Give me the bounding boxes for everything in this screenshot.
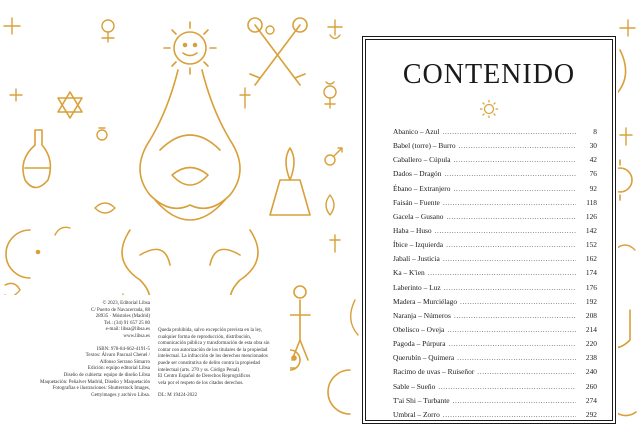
moon-face-icon [6,230,40,278]
dot-leader [453,155,576,164]
imprint-line: 28935 · Móstoles (Madrid) [95,314,150,320]
toc-entry[interactable] [393,382,597,396]
toc-list [393,127,597,424]
toc-entry-name: Racimo de uvas – Ruiseñor [393,367,475,377]
dot-leader [459,141,576,150]
toc-entry[interactable] [393,325,597,339]
toc-entry[interactable] [393,410,597,424]
legal-line: El Centro Español de Derechos Reprográficos [158,374,251,380]
dot-leader [428,268,576,277]
toc-entry[interactable] [393,268,597,282]
toc-entry-page: 240 [585,367,597,377]
fire-tower-icon [270,148,310,215]
toc-entry-page: 274 [585,395,597,405]
toc-entry[interactable] [393,184,597,198]
sun-ornament-icon [479,99,499,119]
toc-entry-page: 176 [585,282,597,292]
toc-entry-page: 8 [593,127,597,136]
toc-entry[interactable] [393,297,597,311]
legal-line: intelectual (arts. 270 y ss. Código Penal). [158,367,241,373]
skeleton-icon [290,286,310,360]
toc-entry-page: 214 [585,324,597,334]
alchemical-vessel-icon [140,70,240,220]
toc-entry-page: 208 [585,310,597,320]
toc-entry-name: Caballero – Cúpula [393,155,451,165]
toc-entry-name: Naranja – Números [393,310,451,320]
toc-entry-page: 192 [585,296,597,306]
toc-entry-name: Madera – Murciélago [393,296,458,306]
dot-leader [457,353,576,362]
toc-entry[interactable] [393,198,597,212]
dot-leader [447,325,576,334]
toc-entry[interactable] [393,396,597,410]
dot-leader [449,339,576,348]
page-title: CONTENIDO [402,59,576,90]
toc-entry-name: Dados – Dragón [393,169,442,179]
toc-entry[interactable] [393,240,597,254]
dot-leader [443,410,576,419]
toc-entry-page: 118 [586,197,597,207]
toc-entry-name: Íbice – Izquierda [393,240,444,250]
flask-icon [23,130,50,188]
toc-entry-page: 76 [589,169,597,179]
dot-leader [435,226,576,235]
dot-leader [453,184,576,193]
legal-deposit: DL: M 19424-2022 [158,393,198,399]
credit-line: Fotografías e ilustraciones: Shutterstock Images, [52,386,150,392]
credit-line: Textos: Álvaro Pascual Chenel / [85,353,150,359]
toc-entry-name: Gacela – Gusano [393,211,444,221]
toc-entry-page: 142 [585,225,597,235]
toc-entry[interactable] [393,141,597,155]
crossed-keys-icon [248,18,307,85]
dot-leader [443,254,576,263]
toc-entry[interactable] [393,283,597,297]
toc-entry-name: Umbral – Zorro [393,409,440,419]
dot-leader [446,212,576,221]
legal-line: comunicación pública y transformación de esta obra sin [158,341,270,347]
imprint-line: C/ Puerto de Navacerrada, 88 [90,307,150,313]
legal-line: Queda prohibida, salvo excepción prevista en la ley, [158,328,263,333]
dot-leader [453,396,576,405]
table-of-contents [360,34,618,426]
imprint-block [0,295,290,433]
toc-entry[interactable] [393,311,597,325]
dot-leader [442,127,576,136]
legal-notice [158,328,286,400]
toc-entry-page: 220 [585,339,597,349]
toc-entry-name: Obelisco – Oveja [393,324,445,334]
toc-entry-page: 174 [585,268,597,278]
toc-entry[interactable] [393,254,597,268]
imprint-line: www.libsa.es [123,333,150,339]
toc-entry-page: 92 [589,183,597,193]
imprint-line: e-mail: libsa@libsa.es [105,327,150,333]
toc-entry-name: Abanico – Azul [393,127,440,136]
legal-line: contar con autorización de los titulares de la propiedad [158,347,268,353]
toc-entry-name: Pagoda – Púrpura [393,339,446,349]
toc-entry-page: 162 [585,254,597,264]
publisher-info [0,301,150,399]
dot-leader [438,382,576,391]
toc-entry[interactable] [393,367,597,381]
dot-leader [454,311,576,320]
toc-entry-page: 260 [585,381,597,391]
toc-entry[interactable] [393,339,597,353]
toc-entry-name: Querubín – Quimera [393,353,455,363]
moon-face-right-icon [328,370,350,414]
credit-line: ISBN: 978-84-662-4191-5 [96,346,150,352]
dot-leader [444,169,576,178]
sun-face-icon [164,22,216,74]
dot-leader [443,198,576,207]
dot-leader [460,297,576,306]
toc-entry[interactable] [393,226,597,240]
hexagram-icon [58,92,82,118]
toc-entry-name: Jabalí – Justicia [393,254,440,264]
legal-line: puede ser constitutiva de delito contra la propiedad [158,360,261,366]
toc-entry-page: 238 [585,353,597,363]
credit-line: Diseño de cubierta: equipo de diseño Libsa [63,372,150,378]
toc-entry[interactable] [393,169,597,183]
toc-entry-page: 152 [585,240,597,250]
toc-entry-name: Laberinto – Luz [393,282,441,292]
toc-entry[interactable] [393,127,597,141]
toc-entry[interactable] [393,155,597,169]
toc-entry-name: Faisán – Fuente [393,197,440,207]
toc-entry-page: 292 [585,409,597,419]
legal-line: vela por el respeto de los citados derechos. [158,380,244,386]
credit-line: Gettyimages y archivo Libsa. [91,392,150,398]
credit-line: Edición: equipo editorial Libsa [87,366,150,372]
imprint-line: © 2023, Editorial Libsa [102,301,150,306]
toc-entry-name: Ébano – Extranjero [393,183,451,193]
toc-entry[interactable] [393,353,597,367]
credit-line: Alfonso Serrano Simarro [99,359,150,365]
toc-entry-name: Sable – Sueño [393,381,436,391]
credit-line: Maquetación: Peñalver Madrid, Diseño y Maquetación [40,379,150,385]
toc-entry-page: 30 [589,141,597,151]
toc-entry[interactable] [393,212,597,226]
toc-entry-page: 126 [585,211,597,221]
legal-line: cualquier forma de reproducción, distribución, [158,334,252,340]
dot-leader [446,240,576,249]
legal-line: intelectual. La infracción de los derechos mencionados [158,354,268,360]
dot-leader [444,283,576,292]
dot-leader [477,367,576,376]
toc-entry-name: T'ai Shi – Turbante [393,395,450,405]
toc-entry-page: 42 [589,155,597,165]
imprint-line: Tel.: (34) 91 657 25 80 [103,320,150,326]
toc-entry-name: Babel (torre) – Burro [393,141,456,151]
toc-entry-name: Ka – K'ien [393,268,425,278]
toc-entry-name: Haba – Huso [393,225,432,235]
